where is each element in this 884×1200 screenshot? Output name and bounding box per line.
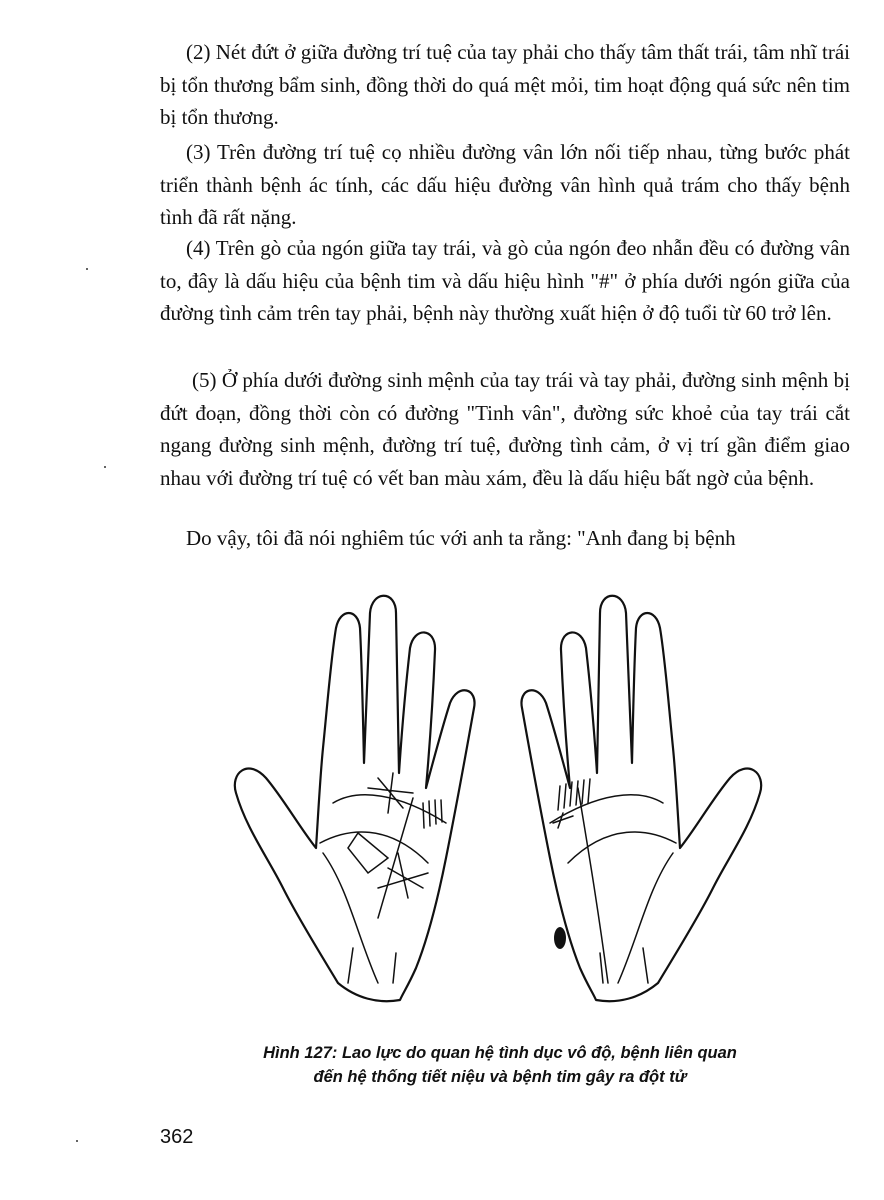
- page-number: 362: [160, 1126, 194, 1148]
- scan-speck: [76, 1140, 78, 1142]
- left-hand-outline: [235, 596, 475, 1001]
- paragraph-6: Do vậy, tôi đã nói nghiêm túc với anh ta rằng: "Anh đang bị bệnh: [186, 526, 736, 550]
- scan-speck: [86, 268, 88, 270]
- paragraph-3: (3) Trên đường trí tuệ cọ nhiều đường vân lớn nối tiếp nhau, từng bước phát triển thành bệnh ác tính, các dấu hiệu đường vân hình quả trám cho thấy bệnh tình đã rất nặng.: [160, 140, 850, 229]
- figure-caption-line-1: Hình 127: Lao lực do quan hệ tình dục vô độ, bệnh liên quan: [263, 1044, 737, 1062]
- paragraph-2: (2) Nét đứt ở giữa đường trí tuệ của tay phải cho thấy tâm thất trái, tâm nhĩ trái bị tổn thương bẩm sinh, đồng thời do quá mệt mỏi, tim hoạt động quá sức nên tim bị tổn thương.: [160, 40, 850, 129]
- grey-spot-mark: [554, 927, 566, 949]
- figure-caption-line-2: đến hệ thống tiết niệu và bệnh tim gây ra đột tử: [313, 1068, 687, 1086]
- paragraph-4: (4) Trên gò của ngón giữa tay trái, và gò của ngón đeo nhẫn đều có đường vân to, đây là dấu hiệu của bệnh tim và dấu hiệu hình "#" ở phía dưới ngón giữa của đường tình cảm trên tay phải, bệnh này thường xuất hiện ở độ tuổi từ 60 trở lên.: [160, 236, 850, 325]
- paragraph-5: (5) Ở phía dưới đường sinh mệnh của tay trái và tay phải, đường sinh mệnh bị đứt đoạn, đồng thời còn có đường "Tinh vân", đường sức khoẻ của tay trái cắt ngang đường sinh mệnh, đường trí tuệ, đường tình cảm, ở vị trí gần điểm giao nhau với đường trí tuệ có vết ban màu xám, đều là dấu hiệu bất ngờ của bệnh.: [160, 368, 850, 490]
- scan-speck: [104, 466, 106, 468]
- palm-illustration: [228, 588, 768, 1018]
